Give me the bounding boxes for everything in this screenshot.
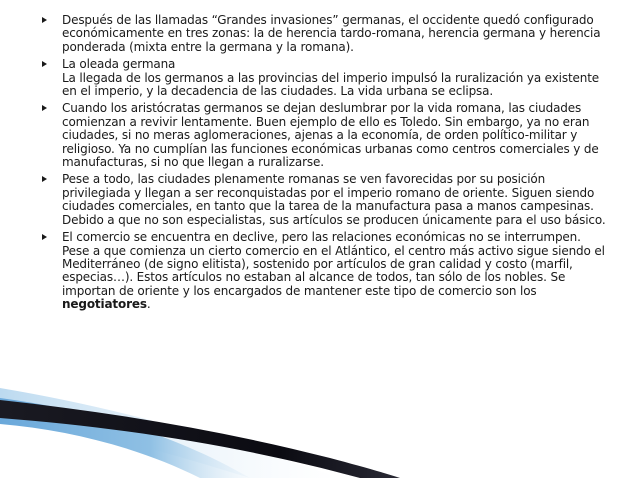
bullet-text: Pese a todo, las ciudades plenamente romanas se ven favorecidas por su posición privilegiada y llegan a ser reconquistadas por el imperio romano de oriente. Siguen siendo ciudades comerciales, en tanto que la tarea de la manufactura pasa a manos campesinas. Debido a que no son especialistas, sus artículos se producen únicamente para el uso básico. (62, 172, 606, 227)
bullet-arrow-icon (42, 17, 47, 23)
bullet-arrow-icon (42, 105, 47, 111)
bullet-item-5 (40, 231, 608, 311)
bullet-heading: La oleada germana (62, 57, 176, 72)
bullet-item-3 (40, 102, 608, 169)
bullet-text-body: El comercio se encuentra en declive, pero las relaciones económicas no se interrumpen. Pese a que comienza un cierto comercio en el Atlántico, el centro más activo sigue siendo el Mediterráneo (de signo elitista), sostenido por artículos de gran calidad y costo (marfil, especias…). Estos artículos no estaban al alcance de todos, tan sólo de los nobles. Se importan de oriente y los encargados de mantener este tipo de comercio son los (62, 230, 605, 298)
emphasis-term: negotiatores (62, 297, 147, 312)
bullet-arrow-icon (42, 176, 47, 182)
bullet-text-suffix: . (146, 297, 151, 312)
bullet-list (40, 14, 608, 316)
bullet-text: Después de las llamadas “Grandes invasiones” germanas, el occidente quedó configurado económicamente en tres zonas: la de herencia tardo-romana, herencia germana y herencia ponderada (mixta entre la germana y la romana). (62, 13, 601, 54)
bullet-text: La llegada de los germanos a las provincias del imperio impulsó la ruralización ya existente en el imperio, y la decadencia de las ciudades. La vida urbana se eclipsa. (62, 70, 599, 99)
bullet-arrow-icon (42, 61, 47, 67)
bullet-text (62, 231, 608, 311)
bullet-item-1 (40, 14, 608, 54)
bullet-item-2 (40, 58, 608, 98)
bullet-arrow-icon (42, 234, 47, 240)
bullet-item-4 (40, 173, 608, 227)
bullet-text: Cuando los aristócratas germanos se dejan deslumbrar por la vida romana, las ciudades comienzan a revivir lentamente. Buen ejemplo de ello es Toledo. Sin embargo, ya no eran ciudades, si no meras aglomeraciones, ajenas a la economía, de orden político-militar y religioso. Ya no cumplían las funciones económicas urbanas como centros comerciales y de manufacturas, si no que llegan a ruralizarse. (62, 101, 599, 170)
